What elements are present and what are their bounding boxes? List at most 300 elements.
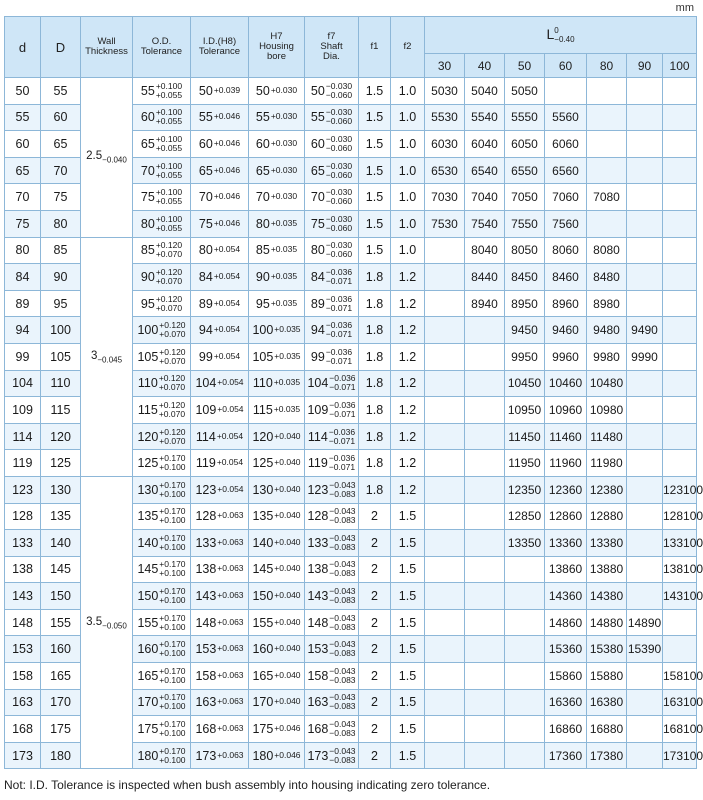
cell-shaft-dia-lower: −0.060: [325, 222, 353, 233]
cell-id-tolerance: [191, 131, 249, 158]
cell-housing-bore: [249, 78, 305, 105]
cell-housing-bore: [249, 583, 305, 610]
cell-length-code: [425, 689, 465, 716]
cell-shaft-dia-base: 133: [307, 535, 329, 550]
cell-od-tolerance-lower: +0.100: [159, 648, 186, 659]
cell-D: 80: [41, 210, 81, 237]
cell-id-tolerance-base: 75: [198, 216, 213, 231]
cell-f2: 1.0: [391, 210, 425, 237]
cell-length-code: [627, 131, 663, 158]
cell-length-code: 163100: [663, 689, 697, 716]
cell-f2: 1.2: [391, 370, 425, 397]
cell-length-code: [587, 78, 627, 105]
cell-d: 109: [5, 397, 41, 424]
cell-id-tolerance-base: 109: [195, 402, 217, 417]
cell-od-tolerance-base: 170: [137, 695, 159, 710]
cell-length-code: 11960: [545, 450, 587, 477]
cell-length-code: [587, 104, 627, 131]
cell-od-tolerance-base: 105: [137, 349, 159, 364]
cell-f2: 1.2: [391, 423, 425, 450]
cell-housing-bore: [249, 317, 305, 344]
cell-shaft-dia-base: 158: [307, 668, 329, 683]
cell-length-code: 9990: [627, 343, 663, 370]
cell-d: 70: [5, 184, 41, 211]
cell-shaft-dia-upper: −0.043: [329, 506, 356, 517]
cell-length-code: [627, 397, 663, 424]
cell-od-tolerance-upper: +0.170: [159, 506, 186, 517]
cell-shaft-dia: [305, 503, 359, 530]
cell-length-code: [425, 397, 465, 424]
cell-length-code: 9450: [505, 317, 545, 344]
cell-od-tolerance: [133, 210, 191, 237]
cell-D: 150: [41, 583, 81, 610]
cell-f2: 1.5: [391, 689, 425, 716]
cell-od-tolerance: [133, 343, 191, 370]
cell-housing-bore-upper: +0.046: [274, 749, 301, 760]
cell-housing-bore-upper: +0.040: [274, 536, 301, 547]
cell-id-tolerance-base: 143: [195, 589, 217, 604]
cell-od-tolerance-upper: +0.170: [159, 639, 186, 650]
cell-D: 170: [41, 689, 81, 716]
cell-od-tolerance: [133, 716, 191, 743]
cell-d: 173: [5, 742, 41, 769]
cell-length-code: 5530: [425, 104, 465, 131]
cell-length-code: [505, 663, 545, 690]
cell-length-code: 6540: [465, 157, 505, 184]
cell-D: 125: [41, 450, 81, 477]
cell-f1: 1.5: [359, 131, 391, 158]
cell-length-code: [425, 636, 465, 663]
cell-od-tolerance-base: 150: [137, 589, 159, 604]
cell-length-code: [627, 689, 663, 716]
cell-od-tolerance-base: 145: [137, 562, 159, 577]
cell-f2: 1.2: [391, 476, 425, 503]
cell-f2: 1.5: [391, 503, 425, 530]
cell-length-code: 5040: [465, 78, 505, 105]
cell-od-tolerance-base: 165: [137, 668, 159, 683]
cell-length-code: 158100: [663, 663, 697, 690]
cell-length-code: 6560: [545, 157, 587, 184]
cell-length-code: [627, 476, 663, 503]
cell-D: 110: [41, 370, 81, 397]
cell-f1: 1.5: [359, 184, 391, 211]
cell-length-code: [465, 742, 505, 769]
cell-shaft-dia: [305, 636, 359, 663]
cell-shaft-dia-upper: −0.036: [328, 453, 356, 464]
cell-length-code: [425, 556, 465, 583]
unit-label: mm: [675, 2, 694, 14]
cell-id-tolerance-upper: +0.054: [213, 244, 241, 255]
cell-length-code: 11450: [505, 423, 545, 450]
cell-id-tolerance: [191, 78, 249, 105]
cell-length-code: 6040: [465, 131, 505, 158]
header-length-col: 80: [587, 54, 627, 78]
cell-length-code: [627, 716, 663, 743]
cell-shaft-dia-upper: −0.043: [329, 745, 356, 756]
cell-shaft-dia: [305, 397, 359, 424]
cell-id-tolerance: [191, 157, 249, 184]
cell-d: 104: [5, 370, 41, 397]
cell-id-tolerance-upper: +0.046: [213, 191, 241, 202]
cell-length-code: 5540: [465, 104, 505, 131]
cell-f2: 1.2: [391, 290, 425, 317]
cell-od-tolerance-base: 75: [140, 190, 155, 205]
cell-shaft-dia-lower: −0.071: [328, 435, 356, 446]
cell-length-code: 5030: [425, 78, 465, 105]
cell-D: 105: [41, 343, 81, 370]
cell-id-tolerance: [191, 663, 249, 690]
cell-od-tolerance: [133, 689, 191, 716]
wall-thickness-base: 3.5: [86, 615, 103, 628]
cell-length-code: [505, 556, 545, 583]
cell-length-code: [425, 317, 465, 344]
cell-f2: 1.0: [391, 157, 425, 184]
cell-shaft-dia: [305, 317, 359, 344]
cell-length-code: [425, 716, 465, 743]
cell-length-code: 12380: [587, 476, 627, 503]
cell-housing-bore: [249, 636, 305, 663]
header-length-col: 100: [663, 54, 697, 78]
cell-od-tolerance: [133, 264, 191, 291]
cell-d: 65: [5, 157, 41, 184]
cell-length-code: [425, 423, 465, 450]
cell-f1: 1.5: [359, 157, 391, 184]
cell-length-code: [425, 343, 465, 370]
cell-shaft-dia: [305, 423, 359, 450]
cell-length-code: [627, 370, 663, 397]
cell-f1: 2: [359, 556, 391, 583]
cell-shaft-dia: [305, 530, 359, 557]
cell-d: 163: [5, 689, 41, 716]
cell-length-code: 11950: [505, 450, 545, 477]
cell-length-code: 6550: [505, 157, 545, 184]
cell-length-code: [425, 609, 465, 636]
cell-shaft-dia-base: 89: [310, 296, 325, 311]
cell-f1: 1.8: [359, 343, 391, 370]
cell-d: 75: [5, 210, 41, 237]
cell-shaft-dia: [305, 264, 359, 291]
cell-id-tolerance: [191, 317, 249, 344]
cell-id-tolerance-upper: +0.054: [213, 270, 241, 281]
cell-shaft-dia-lower: −0.083: [329, 515, 356, 526]
cell-housing-bore-upper: +0.040: [274, 483, 301, 494]
cell-housing-bore-upper: +0.040: [274, 616, 301, 627]
cell-od-tolerance-lower: +0.100: [159, 621, 186, 632]
cell-od-tolerance-upper: +0.100: [155, 107, 183, 118]
cell-id-tolerance-upper: +0.063: [217, 510, 244, 521]
cell-length-code: [465, 370, 505, 397]
cell-od-tolerance-upper: +0.100: [155, 187, 183, 198]
cell-od-tolerance-base: 85: [140, 243, 155, 258]
cell-length-code: 8060: [545, 237, 587, 264]
cell-housing-bore: [249, 716, 305, 743]
wall-thickness-base: 2.5: [86, 150, 103, 163]
cell-id-tolerance: [191, 476, 249, 503]
cell-length-code: 17380: [587, 742, 627, 769]
cell-shaft-dia-upper: −0.030: [325, 160, 353, 171]
header-d: d: [5, 17, 41, 78]
cell-length-code: [425, 583, 465, 610]
cell-f1: 2: [359, 503, 391, 530]
cell-od-tolerance-base: 155: [137, 615, 159, 630]
cell-length-code: [545, 78, 587, 105]
cell-shaft-dia-base: 163: [307, 695, 329, 710]
cell-length-code: 7080: [587, 184, 627, 211]
cell-id-tolerance-upper: +0.063: [217, 696, 244, 707]
cell-shaft-dia-base: 60: [310, 136, 325, 151]
cell-length-code: 8440: [465, 264, 505, 291]
cell-length-code: 5550: [505, 104, 545, 131]
cell-length-code: 11480: [587, 423, 627, 450]
cell-length-code: [465, 663, 505, 690]
cell-length-code: [627, 503, 663, 530]
cell-id-tolerance-base: 128: [195, 509, 217, 524]
cell-length-code: 123100: [663, 476, 697, 503]
cell-length-code: [663, 264, 697, 291]
cell-od-tolerance-upper: +0.170: [159, 745, 186, 756]
cell-shaft-dia-base: 114: [307, 429, 328, 444]
header-id-tolerance: I.D.(H8) Tolerance: [191, 17, 249, 78]
cell-shaft-dia-base: 94: [310, 323, 325, 338]
cell-od-tolerance: [133, 636, 191, 663]
cell-id-tolerance: [191, 290, 249, 317]
cell-shaft-dia: [305, 157, 359, 184]
cell-f2: 1.2: [391, 397, 425, 424]
header-length: L 0 −0.40: [425, 17, 697, 54]
cell-length-code: [465, 636, 505, 663]
cell-od-tolerance: [133, 131, 191, 158]
cell-length-code: [465, 530, 505, 557]
cell-length-code: [663, 636, 697, 663]
footnote: Not: I.D. Tolerance is inspected when bush assembly into housing indicating zero tolerance.: [4, 778, 491, 792]
cell-od-tolerance: [133, 663, 191, 690]
cell-length-code: 16860: [545, 716, 587, 743]
cell-id-tolerance-upper: +0.054: [213, 297, 241, 308]
cell-id-tolerance-base: 138: [195, 562, 217, 577]
cell-length-code: [505, 716, 545, 743]
cell-shaft-dia-upper: −0.043: [329, 665, 356, 676]
cell-housing-bore-base: 175: [252, 722, 274, 737]
cell-length-code: 13880: [587, 556, 627, 583]
cell-length-code: 5050: [505, 78, 545, 105]
cell-shaft-dia-lower: −0.060: [325, 169, 353, 180]
cell-length-code: [425, 450, 465, 477]
cell-length-code: 7050: [505, 184, 545, 211]
cell-length-code: [627, 530, 663, 557]
cell-housing-bore: [249, 530, 305, 557]
cell-f2: 1.5: [391, 530, 425, 557]
cell-length-code: [627, 264, 663, 291]
cell-length-code: [627, 104, 663, 131]
cell-housing-bore: [249, 210, 305, 237]
cell-wall-thickness: [81, 237, 133, 476]
cell-od-tolerance-base: 110: [137, 376, 158, 391]
cell-length-code: [425, 663, 465, 690]
cell-shaft-dia: [305, 716, 359, 743]
cell-length-code: 9960: [545, 343, 587, 370]
cell-length-code: 6060: [545, 131, 587, 158]
cell-id-tolerance-upper: +0.063: [217, 590, 244, 601]
cell-od-tolerance-upper: +0.170: [159, 612, 186, 623]
cell-length-code: 8080: [587, 237, 627, 264]
cell-f1: 2: [359, 689, 391, 716]
cell-od-tolerance-lower: +0.100: [159, 462, 186, 473]
cell-housing-bore-base: 65: [255, 163, 270, 178]
cell-od-tolerance-lower: +0.070: [159, 435, 186, 446]
cell-shaft-dia-base: 123: [307, 482, 329, 497]
cell-shaft-dia: [305, 290, 359, 317]
cell-housing-bore: [249, 237, 305, 264]
cell-id-tolerance: [191, 530, 249, 557]
cell-shaft-dia-base: 153: [307, 642, 329, 657]
cell-od-tolerance-base: 80: [140, 216, 155, 231]
cell-housing-bore-base: 60: [255, 136, 270, 151]
cell-id-tolerance-base: 133: [195, 535, 217, 550]
cell-od-tolerance-upper: +0.170: [159, 692, 186, 703]
cell-shaft-dia-upper: −0.030: [325, 187, 353, 198]
cell-housing-bore-base: 105: [252, 349, 274, 364]
cell-length-code: [627, 157, 663, 184]
cell-od-tolerance: [133, 503, 191, 530]
cell-od-tolerance-upper: +0.170: [159, 719, 186, 730]
cell-length-code: 7030: [425, 184, 465, 211]
cell-housing-bore-upper: +0.040: [274, 563, 301, 574]
cell-id-tolerance-base: 84: [198, 269, 213, 284]
cell-od-tolerance: [133, 290, 191, 317]
cell-shaft-dia-lower: −0.071: [325, 302, 353, 313]
cell-od-tolerance: [133, 476, 191, 503]
cell-od-tolerance-lower: +0.100: [159, 701, 186, 712]
cell-D: 175: [41, 716, 81, 743]
header-length-col: 40: [465, 54, 505, 78]
cell-id-tolerance-base: 114: [195, 429, 216, 444]
cell-f1: 1.8: [359, 370, 391, 397]
cell-od-tolerance: [133, 450, 191, 477]
cell-id-tolerance: [191, 556, 249, 583]
cell-D: 90: [41, 264, 81, 291]
cell-id-tolerance-base: 168: [195, 722, 217, 737]
cell-length-code: 8040: [465, 237, 505, 264]
cell-id-tolerance-upper: +0.054: [213, 350, 241, 361]
cell-length-code: 128100: [663, 503, 697, 530]
cell-shaft-dia-upper: −0.043: [329, 586, 356, 597]
cell-length-code: [627, 663, 663, 690]
cell-housing-bore-upper: +0.040: [274, 590, 301, 601]
cell-length-code: [465, 317, 505, 344]
cell-length-code: [425, 530, 465, 557]
cell-length-code: 8450: [505, 264, 545, 291]
cell-housing-bore-upper: +0.035: [270, 244, 298, 255]
cell-d: 128: [5, 503, 41, 530]
cell-shaft-dia-base: 65: [310, 163, 325, 178]
cell-od-tolerance-upper: +0.120: [158, 399, 186, 410]
cell-length-code: 6530: [425, 157, 465, 184]
header-length-col: 90: [627, 54, 663, 78]
cell-length-code: 9460: [545, 317, 587, 344]
cell-shaft-dia-lower: −0.060: [325, 196, 353, 207]
cell-length-code: 133100: [663, 530, 697, 557]
cell-length-code: 15880: [587, 663, 627, 690]
cell-od-tolerance-upper: +0.120: [158, 373, 186, 384]
cell-f2: 1.0: [391, 78, 425, 105]
cell-id-tolerance-upper: +0.063: [217, 749, 244, 760]
cell-od-tolerance-base: 65: [140, 136, 155, 151]
cell-d: 114: [5, 423, 41, 450]
cell-length-code: 7060: [545, 184, 587, 211]
cell-f1: 2: [359, 636, 391, 663]
cell-id-tolerance: [191, 370, 249, 397]
cell-housing-bore-upper: +0.040: [274, 696, 301, 707]
cell-d: 138: [5, 556, 41, 583]
cell-od-tolerance: [133, 397, 191, 424]
cell-housing-bore: [249, 609, 305, 636]
cell-length-code: 17360: [545, 742, 587, 769]
cell-length-code: 14380: [587, 583, 627, 610]
cell-shaft-dia: [305, 370, 359, 397]
cell-id-tolerance-base: 94: [198, 323, 213, 338]
wall-thickness-tolerance: −0.050: [102, 620, 127, 630]
cell-d: 133: [5, 530, 41, 557]
cell-shaft-dia-base: 75: [310, 216, 325, 231]
cell-id-tolerance-base: 123: [195, 482, 217, 497]
cell-length-code: 7530: [425, 210, 465, 237]
cell-shaft-dia-lower: −0.083: [329, 595, 356, 606]
cell-shaft-dia-base: 128: [307, 509, 329, 524]
cell-shaft-dia-base: 70: [310, 190, 325, 205]
cell-housing-bore: [249, 423, 305, 450]
cell-length-code: [425, 237, 465, 264]
cell-f2: 1.5: [391, 716, 425, 743]
cell-shaft-dia: [305, 78, 359, 105]
cell-f1: 1.5: [359, 78, 391, 105]
cell-shaft-dia-upper: −0.043: [329, 639, 356, 650]
cell-d: 123: [5, 476, 41, 503]
cell-f1: 1.8: [359, 423, 391, 450]
cell-f1: 1.5: [359, 237, 391, 264]
cell-length-code: 16380: [587, 689, 627, 716]
cell-housing-bore: [249, 290, 305, 317]
cell-shaft-dia: [305, 609, 359, 636]
cell-od-tolerance: [133, 370, 191, 397]
cell-length-code: [663, 131, 697, 158]
cell-f1: 1.8: [359, 264, 391, 291]
cell-length-code: 14890: [627, 609, 663, 636]
cell-length-code: [425, 742, 465, 769]
cell-shaft-dia-upper: −0.030: [325, 213, 353, 224]
cell-shaft-dia-lower: −0.071: [325, 355, 353, 366]
cell-length-code: 7550: [505, 210, 545, 237]
cell-id-tolerance: [191, 689, 249, 716]
cell-d: 80: [5, 237, 41, 264]
cell-od-tolerance-upper: +0.170: [159, 586, 186, 597]
cell-length-code: [587, 210, 627, 237]
cell-id-tolerance-upper: +0.054: [217, 483, 244, 494]
cell-id-tolerance: [191, 503, 249, 530]
cell-length-code: [505, 742, 545, 769]
cell-od-tolerance-upper: +0.170: [159, 479, 186, 490]
cell-length-code: 15360: [545, 636, 587, 663]
cell-D: 120: [41, 423, 81, 450]
cell-length-code: [627, 742, 663, 769]
cell-od-tolerance: [133, 530, 191, 557]
cell-id-tolerance-upper: +0.046: [213, 164, 241, 175]
cell-housing-bore-upper: +0.040: [274, 643, 301, 654]
cell-D: 180: [41, 742, 81, 769]
cell-shaft-dia-lower: −0.071: [329, 382, 356, 393]
cell-id-tolerance-upper: +0.046: [213, 111, 241, 122]
cell-length-code: 12880: [587, 503, 627, 530]
cell-od-tolerance-lower: +0.100: [159, 754, 186, 765]
